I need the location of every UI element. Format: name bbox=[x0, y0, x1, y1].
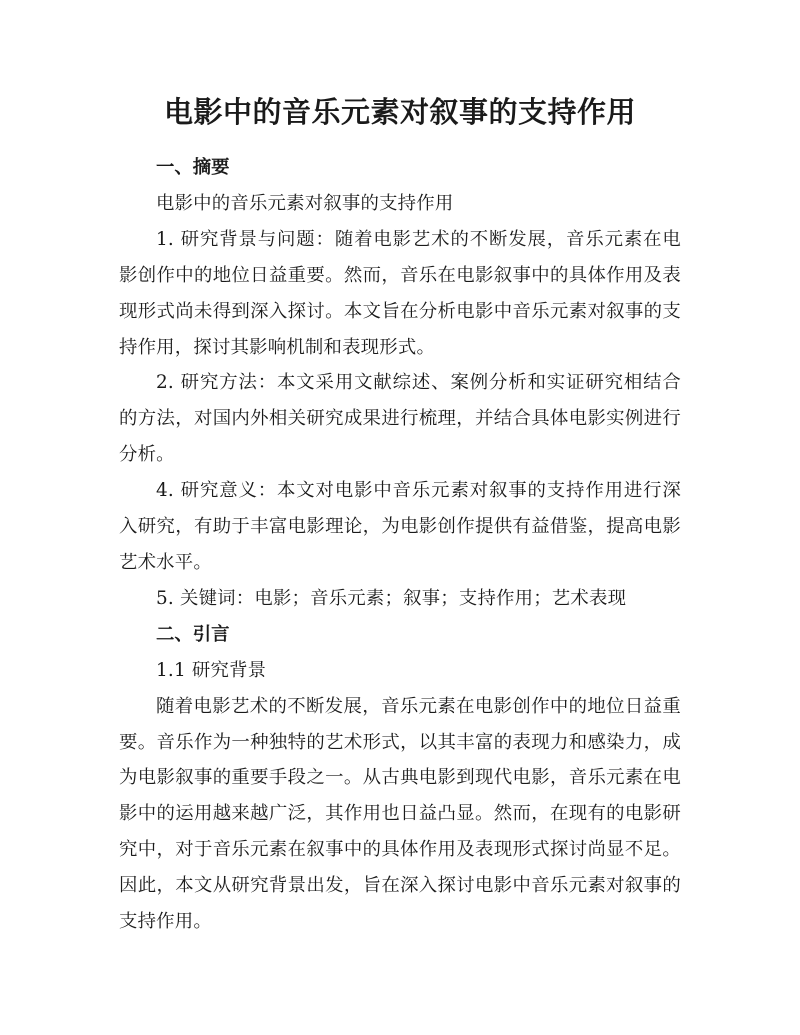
intro-paragraph: 随着电影艺术的不断发展，音乐元素在电影创作中的地位日益重要。音乐作为一种独特的艺术形式，以其丰富的表现力和感染力，成为电影叙事的重要手段之一。从古典电影到现代电影，音乐元素在电影中的运用越来越广泛，其作用也日益凸显。然而，在现有的电影研究中，对于音乐元素在叙事中的具体作用及表现形式探讨尚显不足。因此，本文从研究背景出发，旨在深入探讨电影中音乐元素对叙事的支持作用。 bbox=[119, 695, 681, 933]
abstract-item-2: 2. 研究方法：本文采用文献综述、案例分析和实证研究相结合的方法，对国内外相关研究成果进行梳理，并结合具体电影实例进行分析。 bbox=[119, 372, 681, 466]
document-body bbox=[119, 150, 681, 940]
document-title: 电影中的音乐元素对叙事的支持作用 bbox=[163, 95, 636, 129]
abstract-heading: 一、摘要 bbox=[156, 157, 230, 178]
intro-heading: 二、引言 bbox=[156, 623, 230, 645]
intro-sub-heading: 1.1 研究背景 bbox=[156, 659, 267, 681]
abstract-keywords: 5. 关键词：电影；音乐元素；叙事；支持作用；艺术表现 bbox=[156, 587, 627, 609]
abstract-subtitle: 电影中的音乐元素对叙事的支持作用 bbox=[156, 192, 454, 214]
abstract-item-4: 4. 研究意义：本文对电影中音乐元素对叙事的支持作用进行深入研究，有助于丰富电影理论，为电影创作提供有益借鉴，提高电影艺术水平。 bbox=[119, 480, 681, 573]
abstract-item-1: 1. 研究背景与问题：随着电影艺术的不断发展，音乐元素在电影创作中的地位日益重要。然而，音乐在电影叙事中的具体作用及表现形式尚未得到深入探讨。本文旨在分析电影中音乐元素对叙事的支持作用，探讨其影响机制和表现形式。 bbox=[119, 228, 681, 358]
